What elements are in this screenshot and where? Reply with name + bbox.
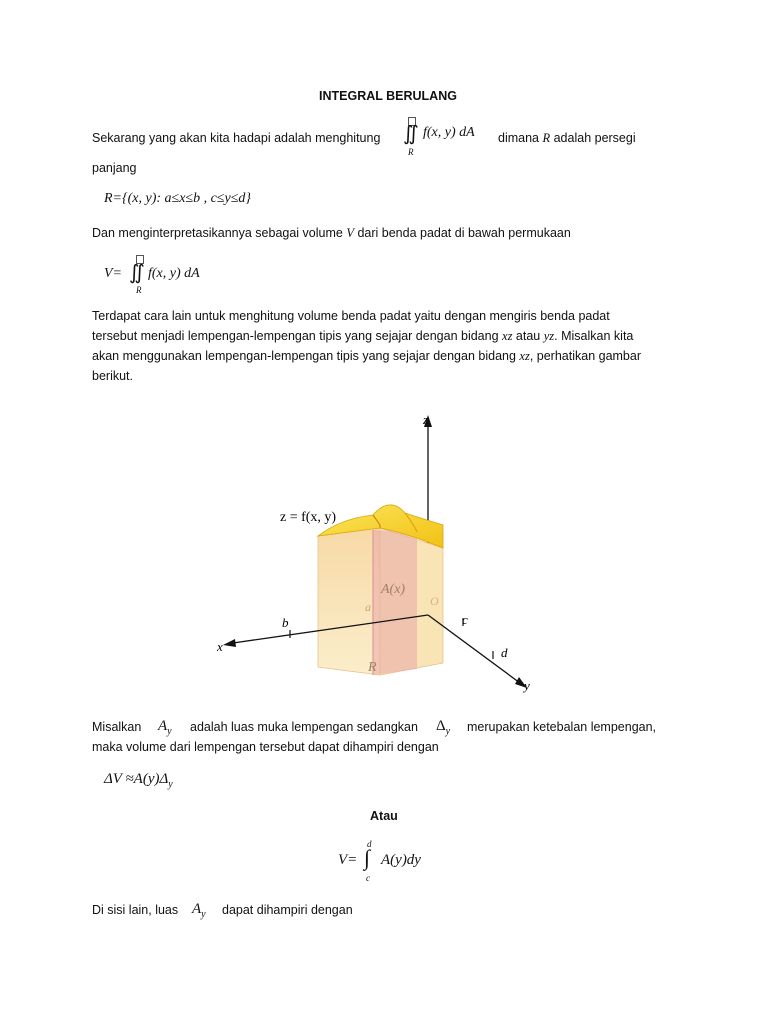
label-area: A(x) (381, 582, 406, 597)
p3-perhatikan: , perhatikan gambar (529, 349, 642, 363)
equation-volume-lhs: V= (104, 266, 122, 281)
paragraph-4-line2: maka volume dari lempengan tersebut dapat dihampiri dengan (92, 740, 439, 754)
p4-dy-symbol (436, 717, 450, 737)
double-integral-symbol: ∬ (129, 262, 145, 284)
var-v: V (346, 226, 354, 240)
integral-symbol: ∫ (364, 845, 371, 870)
surface-label: z = f(x, y) (280, 510, 337, 525)
p4-text2: adalah luas muka lempengan sedangkan (190, 720, 418, 734)
equation-dv-body: ΔV ≈A(y)Δ (104, 771, 169, 787)
equation-integral-body: A(y)dy (381, 852, 421, 868)
paragraph-1-dimana (498, 131, 636, 146)
paragraph-4-line1 (92, 720, 141, 734)
p5-ay: A (192, 901, 202, 917)
label-d: d (501, 645, 508, 660)
x-axis-label: x (217, 639, 223, 654)
label-region: R (368, 660, 377, 675)
label-b: b (282, 615, 289, 630)
p4-dy: Δ (436, 718, 446, 734)
z-axis-label: z (423, 412, 429, 427)
word-dimana: dimana (498, 131, 539, 145)
label-origin: O (430, 594, 439, 608)
p4-ay-symbol (158, 717, 172, 737)
p4-text3: merupakan ketebalan lempengan, (467, 720, 657, 734)
p3-xz2: xz (519, 349, 530, 363)
equation-integral-upper: d (367, 839, 372, 849)
p4-ay-sub: y (167, 726, 172, 738)
volume-slice-figure (205, 405, 555, 700)
label-c: c (462, 612, 468, 627)
paragraph-3-line1: Terdapat cara lain untuk menghitung volume benda padat yaitu dengan mengiris benda padat (92, 309, 610, 323)
p3-text: tersebut menjadi lempengan-lempengan tipis yang sejajar dengan bidang (92, 329, 499, 343)
p3-text2: akan menggunakan lempengan-lempengan tipis yang sejajar dengan bidang (92, 349, 516, 363)
p5-text2: dapat dihampiri dengan (222, 903, 353, 917)
atau-label: Atau (370, 809, 398, 823)
label-a: a (365, 600, 371, 614)
var-r: R (542, 131, 551, 145)
p4-dy-sub: y (445, 726, 451, 738)
p5-text1: Di sisi lain, luas (92, 903, 179, 917)
page-title: INTEGRAL BERULANG (319, 89, 457, 103)
equation-dv-sub: y (168, 779, 173, 791)
y-axis-label: y (524, 678, 530, 693)
p3-yz: yz (543, 329, 555, 343)
equation-dv (104, 770, 173, 790)
paragraph-3-line3 (92, 349, 641, 364)
p4-misalkan: Misalkan (92, 720, 142, 734)
equation-volume-integrand: f(x, y) dA (148, 266, 200, 281)
equation-integral-lhs: V= (338, 852, 358, 868)
double-integral-symbol: ∬ (403, 123, 419, 145)
paragraph-2-after: dari benda padat di bawah permukaan (357, 226, 571, 240)
equation-volume-region: R (136, 285, 142, 295)
equation-region-r: R={(x, y): a≤x≤b , c≤y≤d} (104, 191, 251, 206)
paragraph-3-line4: berikut. (92, 369, 133, 383)
word-persegi: adalah persegi (553, 131, 636, 145)
paragraph-1-line2: panjang (92, 161, 137, 175)
paragraph-2-before: Dan menginterpretasikannya sebagai volume (92, 226, 343, 240)
integrand: f(x, y) dA (423, 125, 475, 140)
paragraph-1-text: Sekarang yang akan kita hadapi adalah menghitung (92, 131, 381, 145)
x-axis-arrow-icon (223, 639, 236, 647)
paragraph-3-line2 (92, 329, 633, 344)
slice-face (373, 530, 417, 675)
p5-ay-symbol (192, 900, 206, 920)
equation-integral-lower: c (366, 873, 370, 883)
p3-misalkan: . Misalkan kita (554, 329, 634, 343)
p3-atau: atau (515, 329, 541, 343)
p4-ay: A (158, 718, 168, 734)
paragraph-2 (92, 226, 571, 241)
p5-ay-sub: y (201, 909, 206, 921)
p3-xz: xz (502, 329, 513, 343)
integral-region: R (408, 147, 414, 157)
